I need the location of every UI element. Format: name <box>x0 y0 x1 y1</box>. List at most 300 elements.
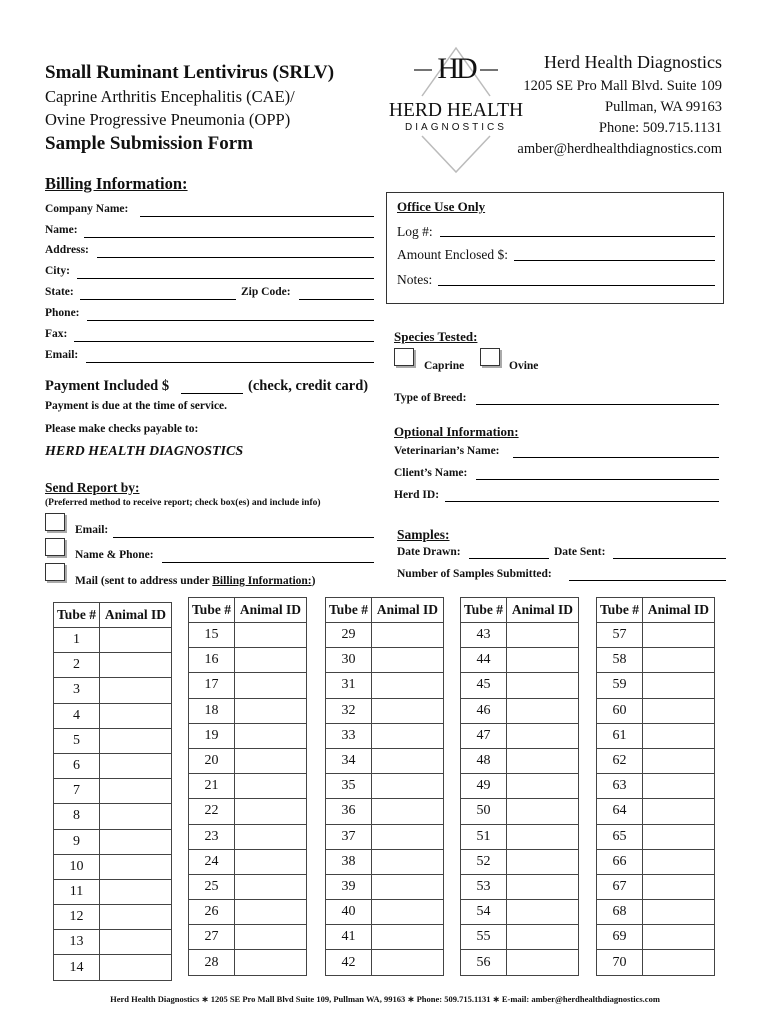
tube-number: 61 <box>597 723 643 748</box>
table-row <box>54 804 172 829</box>
table-row <box>326 925 444 950</box>
sample-table-4 <box>460 597 579 976</box>
table-row <box>189 799 307 824</box>
animal-id-cell[interactable] <box>643 673 715 698</box>
table-row <box>189 925 307 950</box>
table-row <box>54 628 172 653</box>
animal-id-cell[interactable] <box>235 748 307 773</box>
table-row <box>461 748 579 773</box>
tube-number: 23 <box>189 824 235 849</box>
date-sent-label: Date Sent: <box>554 546 606 558</box>
tube-number: 24 <box>189 849 235 874</box>
table-row <box>597 799 715 824</box>
tube-number: 9 <box>54 829 100 854</box>
logo-name: HERD HEALTH <box>388 100 524 121</box>
table-row <box>461 925 579 950</box>
tube-number: 25 <box>189 874 235 899</box>
zip-field[interactable] <box>299 299 374 300</box>
table-row <box>597 849 715 874</box>
billing-heading: Billing Information: <box>45 174 188 193</box>
date-drawn-label: Date Drawn: <box>397 546 461 558</box>
species-heading: Species Tested: <box>394 329 478 344</box>
animal-id-cell[interactable] <box>507 849 579 874</box>
tube-number: 47 <box>461 723 507 748</box>
animal-id-cell[interactable] <box>100 829 172 854</box>
tube-number: 69 <box>597 925 643 950</box>
table-row <box>54 905 172 930</box>
table-row <box>461 698 579 723</box>
animal-id-cell[interactable] <box>372 874 444 899</box>
herd-id-field[interactable] <box>445 501 719 502</box>
animal-id-cell[interactable] <box>507 925 579 950</box>
amount-enclosed-label: Amount Enclosed $: <box>397 247 508 262</box>
table-row <box>54 930 172 955</box>
caprine-label: Caprine <box>424 360 465 372</box>
tube-number: 19 <box>189 723 235 748</box>
animal-id-header: Animal ID <box>235 598 307 623</box>
table-row <box>326 824 444 849</box>
samples-heading: Samples: <box>397 527 450 542</box>
page-footer: Herd Health Diagnostics ∗ 1205 SE Pro Mall Blvd Suite 109, Pullman WA, 99163 ∗ Phone: 509.715.1131 ∗ E-mail: amber@herdhealthdiagnostics.com <box>110 994 660 1004</box>
table-row <box>326 748 444 773</box>
table-row <box>189 900 307 925</box>
animal-id-cell[interactable] <box>643 698 715 723</box>
ovine-checkbox[interactable] <box>480 348 500 366</box>
animal-id-cell[interactable] <box>100 779 172 804</box>
send-report-note: (Preferred method to receive report; check box(es) and include info) <box>45 498 321 508</box>
animal-id-cell[interactable] <box>372 849 444 874</box>
tube-number: 64 <box>597 799 643 824</box>
animal-id-cell[interactable] <box>235 623 307 648</box>
tube-number: 43 <box>461 623 507 648</box>
tube-number: 4 <box>54 703 100 728</box>
breed-label: Type of Breed: <box>394 392 467 404</box>
sample-table-3 <box>325 597 444 976</box>
report-mail-suffix: ) <box>311 575 316 587</box>
animal-id-cell[interactable] <box>507 774 579 799</box>
table-row <box>189 874 307 899</box>
table-row <box>597 950 715 975</box>
payment-amount-field[interactable] <box>181 393 243 394</box>
payee-name: HERD HEALTH DIAGNOSTICS <box>45 444 244 459</box>
table-row <box>326 950 444 975</box>
name-label: Name: <box>45 224 78 236</box>
fax-field[interactable] <box>74 341 374 342</box>
tube-number: 46 <box>461 698 507 723</box>
tube-number: 22 <box>189 799 235 824</box>
animal-id-cell[interactable] <box>643 824 715 849</box>
city-label: City: <box>45 265 70 277</box>
subtitle-cae: Caprine Arthritis Encephalitis (CAE)/ <box>45 87 295 106</box>
animal-id-cell[interactable] <box>507 648 579 673</box>
tube-number: 54 <box>461 900 507 925</box>
tube-header: Tube # <box>189 598 235 623</box>
payment-due-note: Payment is due at the time of service. <box>45 400 228 412</box>
table-row <box>597 925 715 950</box>
tube-number: 15 <box>189 623 235 648</box>
tube-number: 52 <box>461 849 507 874</box>
table-row <box>461 824 579 849</box>
tube-number: 6 <box>54 753 100 778</box>
tube-number: 65 <box>597 824 643 849</box>
animal-id-cell[interactable] <box>235 849 307 874</box>
tube-number: 35 <box>326 774 372 799</box>
table-row <box>461 900 579 925</box>
table-row <box>461 774 579 799</box>
breed-field[interactable] <box>476 404 719 405</box>
animal-id-cell[interactable] <box>643 874 715 899</box>
form-title-srlv: Small Ruminant Lentivirus (SRLV) <box>45 62 335 83</box>
tube-number: 16 <box>189 648 235 673</box>
animal-id-cell[interactable] <box>643 648 715 673</box>
animal-id-cell[interactable] <box>235 723 307 748</box>
tube-number: 62 <box>597 748 643 773</box>
animal-id-cell[interactable] <box>100 653 172 678</box>
table-row <box>54 653 172 678</box>
table-row <box>461 723 579 748</box>
fax-label: Fax: <box>45 328 68 340</box>
tube-number: 7 <box>54 779 100 804</box>
animal-id-cell[interactable] <box>100 930 172 955</box>
logo-mark: HD <box>437 52 475 85</box>
sample-count-label: Number of Samples Submitted: <box>397 568 552 580</box>
tube-number: 66 <box>597 849 643 874</box>
company-phone: Phone: 509.715.1131 <box>598 120 722 136</box>
table-row <box>597 623 715 648</box>
tube-number: 20 <box>189 748 235 773</box>
animal-id-cell[interactable] <box>643 950 715 975</box>
company-email: amber@herdhealthdiagnostics.com <box>517 141 722 157</box>
payment-methods: (check, credit card) <box>248 378 369 394</box>
table-row <box>326 799 444 824</box>
send-report-heading: Send Report by: <box>45 480 140 495</box>
animal-id-cell[interactable] <box>235 799 307 824</box>
tube-number: 70 <box>597 950 643 975</box>
table-row <box>597 874 715 899</box>
table-row <box>597 900 715 925</box>
table-row <box>189 698 307 723</box>
report-mail-link: Billing Information: <box>212 575 312 587</box>
animal-id-header: Animal ID <box>372 598 444 623</box>
animal-id-cell[interactable] <box>507 723 579 748</box>
animal-id-cell[interactable] <box>507 950 579 975</box>
animal-id-cell[interactable] <box>507 799 579 824</box>
tube-header: Tube # <box>326 598 372 623</box>
table-row <box>326 698 444 723</box>
tube-number: 38 <box>326 849 372 874</box>
table-row <box>54 829 172 854</box>
tube-number: 2 <box>54 653 100 678</box>
table-row <box>189 648 307 673</box>
animal-id-cell[interactable] <box>372 673 444 698</box>
log-field[interactable] <box>440 236 715 237</box>
table-row <box>461 950 579 975</box>
table-row <box>461 799 579 824</box>
table-row <box>326 648 444 673</box>
animal-id-cell[interactable] <box>643 723 715 748</box>
table-row <box>326 723 444 748</box>
tube-number: 44 <box>461 648 507 673</box>
tube-number: 56 <box>461 950 507 975</box>
tube-number: 29 <box>326 623 372 648</box>
tube-header: Tube # <box>461 598 507 623</box>
city-field[interactable] <box>77 278 374 279</box>
table-row <box>597 673 715 698</box>
tube-number: 21 <box>189 774 235 799</box>
animal-id-cell[interactable] <box>643 849 715 874</box>
animal-id-header: Animal ID <box>643 598 715 623</box>
notes-field[interactable] <box>438 285 715 286</box>
animal-id-cell[interactable] <box>235 950 307 975</box>
table-row <box>597 748 715 773</box>
animal-id-cell[interactable] <box>235 925 307 950</box>
tube-number: 51 <box>461 824 507 849</box>
animal-id-cell[interactable] <box>235 824 307 849</box>
report-mail-label <box>75 575 315 587</box>
tube-number: 58 <box>597 648 643 673</box>
tube-number: 63 <box>597 774 643 799</box>
tube-number: 11 <box>54 879 100 904</box>
animal-id-cell[interactable] <box>643 925 715 950</box>
animal-id-cell[interactable] <box>507 748 579 773</box>
table-row <box>189 824 307 849</box>
herd-id-label: Herd ID: <box>394 489 440 501</box>
address-field[interactable] <box>97 257 374 258</box>
tube-number: 28 <box>189 950 235 975</box>
table-row <box>54 779 172 804</box>
animal-id-cell[interactable] <box>372 950 444 975</box>
payment-label: Payment Included $ <box>45 378 170 394</box>
state-field[interactable] <box>80 299 236 300</box>
tube-number: 67 <box>597 874 643 899</box>
tube-number: 48 <box>461 748 507 773</box>
date-sent-field[interactable] <box>613 558 726 559</box>
animal-id-cell[interactable] <box>235 900 307 925</box>
tube-number: 17 <box>189 673 235 698</box>
animal-id-cell[interactable] <box>507 824 579 849</box>
payable-note: Please make checks payable to: <box>45 423 199 435</box>
tube-number: 3 <box>54 678 100 703</box>
table-row <box>461 623 579 648</box>
tube-number: 10 <box>54 854 100 879</box>
animal-id-cell[interactable] <box>372 698 444 723</box>
vet-label: Veterinarian’s Name: <box>394 445 500 457</box>
tube-number: 59 <box>597 673 643 698</box>
logo-sub: DIAGNOSTICS <box>405 122 507 133</box>
animal-id-cell[interactable] <box>507 698 579 723</box>
animal-id-cell[interactable] <box>372 723 444 748</box>
tube-number: 14 <box>54 955 100 980</box>
animal-id-cell[interactable] <box>235 874 307 899</box>
animal-id-header: Animal ID <box>507 598 579 623</box>
company-logo <box>388 44 524 180</box>
tube-number: 30 <box>326 648 372 673</box>
animal-id-cell[interactable] <box>100 728 172 753</box>
table-row <box>597 824 715 849</box>
table-row <box>54 879 172 904</box>
animal-id-cell[interactable] <box>100 628 172 653</box>
table-row <box>461 673 579 698</box>
animal-id-cell[interactable] <box>372 900 444 925</box>
table-row <box>54 955 172 980</box>
company-address-1: 1205 SE Pro Mall Blvd. Suite 109 <box>523 78 722 94</box>
table-row <box>597 723 715 748</box>
table-row <box>189 623 307 648</box>
caprine-checkbox[interactable] <box>394 348 414 366</box>
tube-number: 31 <box>326 673 372 698</box>
table-row <box>189 950 307 975</box>
client-label: Client’s Name: <box>394 467 468 479</box>
tube-number: 12 <box>54 905 100 930</box>
animal-id-cell[interactable] <box>643 900 715 925</box>
tube-number: 55 <box>461 925 507 950</box>
client-field[interactable] <box>476 479 719 480</box>
animal-id-header: Animal ID <box>100 603 172 628</box>
phone-label: Phone: <box>45 307 80 319</box>
report-email-label: Email: <box>75 524 109 536</box>
table-row <box>597 648 715 673</box>
animal-id-cell[interactable] <box>372 648 444 673</box>
tube-number: 1 <box>54 628 100 653</box>
sample-count-field[interactable] <box>569 580 726 581</box>
company-address-2: Pullman, WA 99163 <box>605 99 722 115</box>
name-field[interactable] <box>84 237 374 238</box>
page-title: Sample Submission Form <box>45 133 253 154</box>
tube-number: 5 <box>54 728 100 753</box>
animal-id-cell[interactable] <box>100 804 172 829</box>
animal-id-cell[interactable] <box>100 854 172 879</box>
table-row <box>54 728 172 753</box>
tube-header: Tube # <box>597 598 643 623</box>
tube-number: 18 <box>189 698 235 723</box>
subtitle-opp: Ovine Progressive Pneumonia (OPP) <box>45 110 291 129</box>
animal-id-cell[interactable] <box>372 748 444 773</box>
tube-number: 8 <box>54 804 100 829</box>
tube-number: 60 <box>597 698 643 723</box>
zip-label: Zip Code: <box>241 286 291 298</box>
animal-id-cell[interactable] <box>507 900 579 925</box>
sample-table-5 <box>596 597 715 976</box>
animal-id-cell[interactable] <box>507 673 579 698</box>
table-row <box>189 673 307 698</box>
tube-header: Tube # <box>54 603 100 628</box>
address-label: Address: <box>45 244 89 256</box>
animal-id-cell[interactable] <box>372 774 444 799</box>
office-use-heading: Office Use Only <box>397 199 486 214</box>
date-drawn-field[interactable] <box>469 558 549 559</box>
table-row <box>461 648 579 673</box>
amount-enclosed-field[interactable] <box>514 260 715 261</box>
animal-id-cell[interactable] <box>100 879 172 904</box>
company-name-field[interactable] <box>140 216 374 217</box>
tube-number: 32 <box>326 698 372 723</box>
tube-number: 40 <box>326 900 372 925</box>
animal-id-cell[interactable] <box>235 774 307 799</box>
report-email-field[interactable] <box>113 537 374 538</box>
tube-number: 57 <box>597 623 643 648</box>
table-row <box>326 900 444 925</box>
tube-number: 26 <box>189 900 235 925</box>
table-row <box>597 698 715 723</box>
name-phone-checkbox[interactable] <box>45 538 65 556</box>
company-name-label: Company Name: <box>45 203 129 215</box>
tube-number: 49 <box>461 774 507 799</box>
email-label: Email: <box>45 349 79 361</box>
tube-number: 34 <box>326 748 372 773</box>
table-row <box>189 774 307 799</box>
animal-id-cell[interactable] <box>235 698 307 723</box>
table-row <box>189 723 307 748</box>
sample-table-2 <box>188 597 307 976</box>
report-name-phone-label: Name & Phone: <box>75 549 154 561</box>
report-name-phone-field[interactable] <box>162 562 374 563</box>
table-row <box>54 678 172 703</box>
state-label: State: <box>45 286 74 298</box>
table-row <box>54 854 172 879</box>
tube-number: 33 <box>326 723 372 748</box>
animal-id-cell[interactable] <box>235 648 307 673</box>
animal-id-cell[interactable] <box>643 774 715 799</box>
email-field[interactable] <box>86 362 374 363</box>
animal-id-cell[interactable] <box>100 753 172 778</box>
table-row <box>54 703 172 728</box>
animal-id-cell[interactable] <box>100 678 172 703</box>
animal-id-cell[interactable] <box>372 799 444 824</box>
animal-id-cell[interactable] <box>235 673 307 698</box>
vet-field[interactable] <box>513 457 719 458</box>
animal-id-cell[interactable] <box>643 623 715 648</box>
tube-number: 45 <box>461 673 507 698</box>
phone-field[interactable] <box>87 320 374 321</box>
table-row <box>189 849 307 874</box>
table-row <box>54 753 172 778</box>
animal-id-cell[interactable] <box>372 925 444 950</box>
ovine-label: Ovine <box>509 360 539 372</box>
tube-number: 27 <box>189 925 235 950</box>
table-row <box>189 748 307 773</box>
table-row <box>326 849 444 874</box>
table-row <box>597 774 715 799</box>
tube-number: 13 <box>54 930 100 955</box>
animal-id-cell[interactable] <box>100 905 172 930</box>
tube-number: 39 <box>326 874 372 899</box>
table-row <box>326 673 444 698</box>
tube-number: 42 <box>326 950 372 975</box>
report-mail-prefix: Mail (sent to address under <box>75 575 213 587</box>
notes-label: Notes: <box>397 272 433 287</box>
email-report-checkbox[interactable] <box>45 513 65 531</box>
table-row <box>326 774 444 799</box>
tube-number: 37 <box>326 824 372 849</box>
animal-id-cell[interactable] <box>643 799 715 824</box>
table-row <box>326 623 444 648</box>
animal-id-cell[interactable] <box>100 703 172 728</box>
animal-id-cell[interactable] <box>507 623 579 648</box>
optional-heading: Optional Information: <box>394 424 519 439</box>
tube-number: 41 <box>326 925 372 950</box>
table-row <box>461 874 579 899</box>
table-row <box>326 874 444 899</box>
mail-checkbox[interactable] <box>45 563 65 581</box>
tube-number: 36 <box>326 799 372 824</box>
animal-id-cell[interactable] <box>372 824 444 849</box>
company-name: Herd Health Diagnostics <box>544 52 722 72</box>
animal-id-cell[interactable] <box>643 748 715 773</box>
animal-id-cell[interactable] <box>372 623 444 648</box>
animal-id-cell[interactable] <box>100 955 172 980</box>
animal-id-cell[interactable] <box>507 874 579 899</box>
sample-table-1 <box>53 602 172 981</box>
